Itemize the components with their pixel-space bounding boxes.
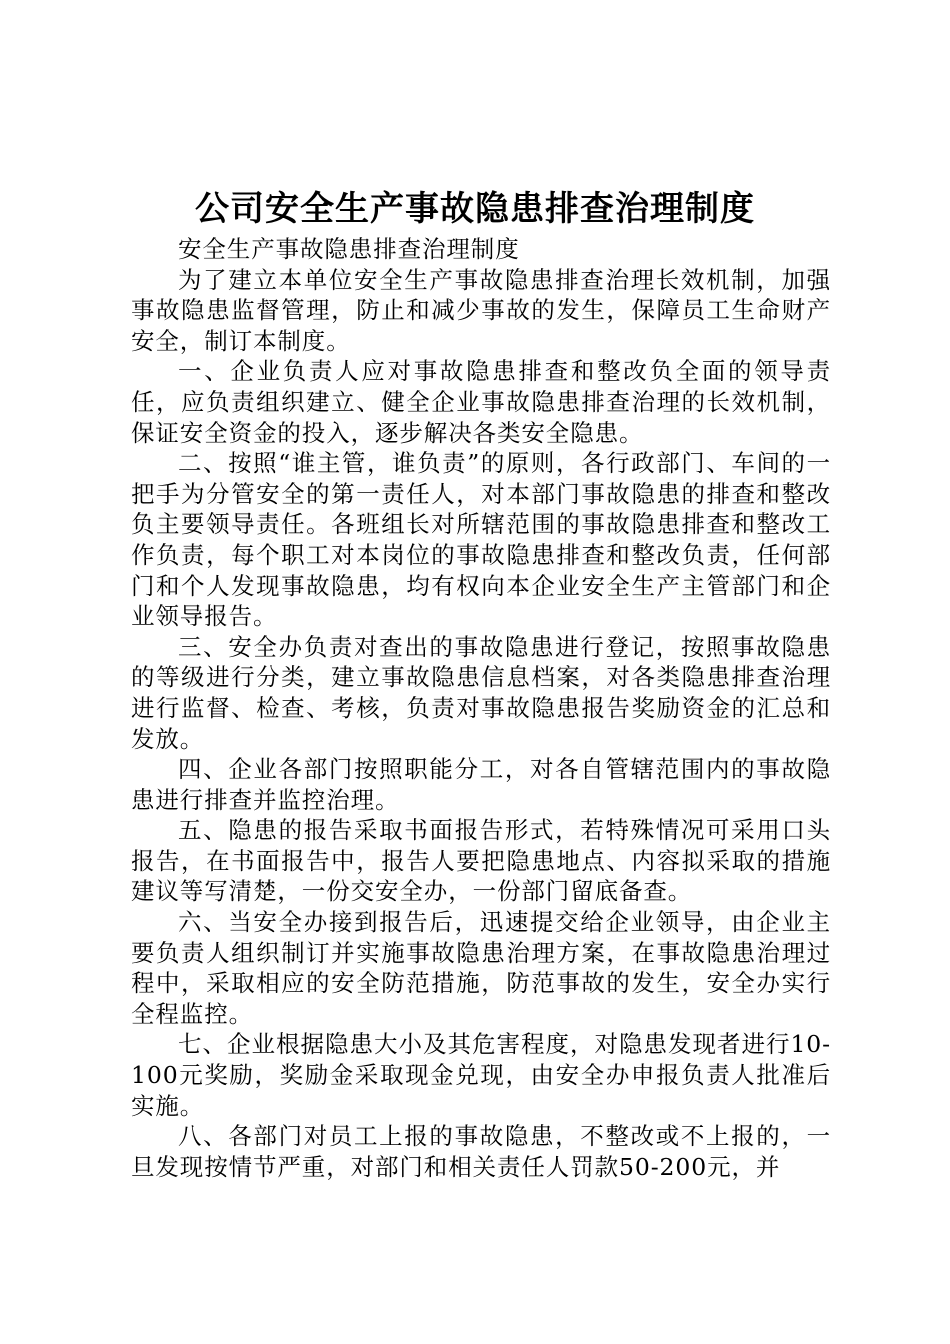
paragraph-article-6: 六、当安全办接到报告后，迅速提交给企业领导，由企业主要负责人组织制订并实施事故隐患治理方案，在事故隐患治理过程中，采取相应的安全防范措施，防范事故的发生，安全办实行全程监控。 [131, 908, 831, 1028]
paragraph-subtitle: 安全生产事故隐患排查治理制度 [178, 235, 520, 263]
paragraph-article-2: 二、按照“谁主管，谁负责”的原则，各行政部门、车间的一把手为分管安全的第一责任人，对本部门事故隐患的排查和整改负主要领导责任。各班组长对所辖范围的事故隐患排查和整改工作负责，每个职工对本岗位的事故隐患排查和整改负责，任何部门和个人发现事故隐患，均有权向本企业安全生产主管部门和企业领导报告。 [131, 449, 831, 631]
document-title: 公司安全生产事故隐患排查治理制度 [195, 189, 755, 229]
paragraph-article-5: 五、隐患的报告采取书面报告形式，若特殊情况可采用口头报告，在书面报告中，报告人要把隐患地点、内容拟采取的措施建议等写清楚，一份交安全办，一份部门留底备查。 [131, 816, 831, 906]
paragraph-article-3: 三、安全办负责对查出的事故隐患进行登记，按照事故隐患的等级进行分类，建立事故隐患信息档案，对各类隐患排查治理进行监督、检查、考核，负责对事故隐患报告奖励资金的汇总和发放。 [131, 632, 831, 753]
document-body [131, 234, 831, 1182]
paragraph-article-8: 八、各部门对员工上报的事故隐患，不整改或不上报的，一旦发现按情节严重，对部门和相关责任人罚款50-200元，并 [131, 1122, 831, 1181]
paragraph-article-7: 七、企业根据隐患大小及其危害程度，对隐患发现者进行10-100元奖励，奖励金采取现金兑现，由安全办申报负责人批准后实施。 [131, 1030, 831, 1120]
paragraph-article-4: 四、企业各部门按照职能分工，对各自管辖范围内的事故隐患进行排查并监控治理。 [131, 755, 831, 814]
paragraph-preamble: 为了建立本单位安全生产事故隐患排查治理长效机制，加强事故隐患监督管理，防止和减少事故的发生，保障员工生命财产安全，制订本制度。 [131, 265, 831, 355]
paragraph-article-1: 一、企业负责人应对事故隐患排查和整改负全面的领导责任，应负责组织建立、健全企业事故隐患排查治理的长效机制，保证安全资金的投入，逐步解决各类安全隐患。 [131, 357, 831, 447]
